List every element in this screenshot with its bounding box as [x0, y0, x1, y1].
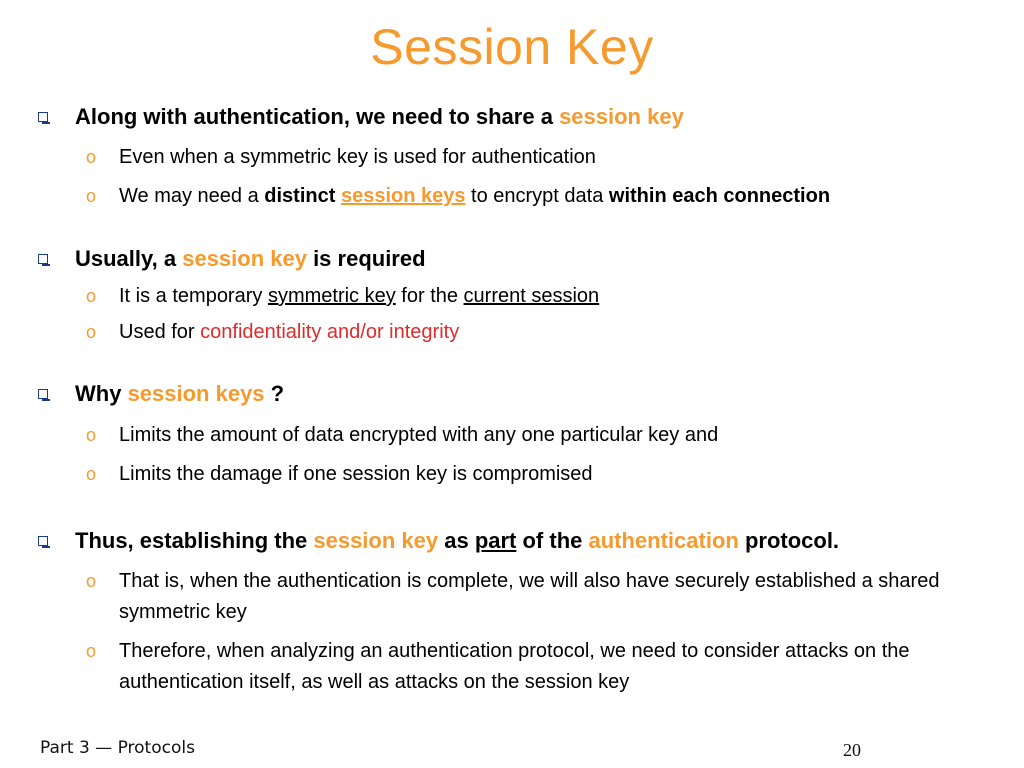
circle-bullet-icon: o	[86, 286, 97, 306]
highlight-authentication: authentication	[588, 528, 739, 553]
circle-bullet-icon: o	[86, 464, 97, 484]
square-bullet-icon	[38, 389, 48, 399]
circle-bullet-icon: o	[86, 186, 97, 206]
circle-bullet-icon: o	[86, 322, 97, 342]
highlight-session-keys: session keys	[127, 381, 265, 406]
slide: Session Key Along with authentication, we need to share a session key o Even when a symmetric key is used for authentication o We may need a distinct session keys to encrypt data within each connection Usually, a session key is required o It is a temporary symmetric key for the current session o Used for confidentiality and/or integrity Why session keys ? o Limits the amount of data encrypted with any one particular key and o Limits the damage if one session key is compromised Thus, establishing the session key as part of the authentication protocol. o That is, when the authentication is complete, we will also have securely established a shared symmetric key o Therefore, when analyzing an authentication protocol, we need to consider attacks on the authentication itself, as well as attacks on the session key Part 3 — Protocols 20	[0, 0, 1024, 768]
square-bullet-icon	[38, 254, 48, 264]
highlight-session-keys: session keys	[340, 185, 466, 207]
circle-bullet-icon: o	[86, 571, 97, 591]
highlight-session-key: session key	[182, 246, 307, 271]
bullet-heading-text: Along with authentication, we need to share a session key	[75, 104, 684, 129]
square-bullet-icon	[38, 536, 48, 546]
slide-title: Session Key	[370, 19, 654, 75]
page-number: 20	[843, 740, 861, 760]
circle-bullet-icon: o	[86, 425, 97, 445]
footer-section-label: Part 3 — Protocols	[40, 738, 195, 758]
square-bullet-icon	[38, 112, 48, 122]
bullet-heading-text: Why session keys ?	[75, 381, 285, 406]
highlight-session-key: session key	[559, 104, 684, 129]
bullet-heading-text: Thus, establishing the session key as part of the authentication protocol.	[75, 528, 840, 553]
circle-bullet-icon: o	[86, 641, 97, 661]
bullet-heading-text: Usually, a session key is required	[75, 246, 426, 271]
highlight-session-key: session key	[313, 528, 439, 553]
circle-bullet-icon: o	[86, 147, 97, 167]
